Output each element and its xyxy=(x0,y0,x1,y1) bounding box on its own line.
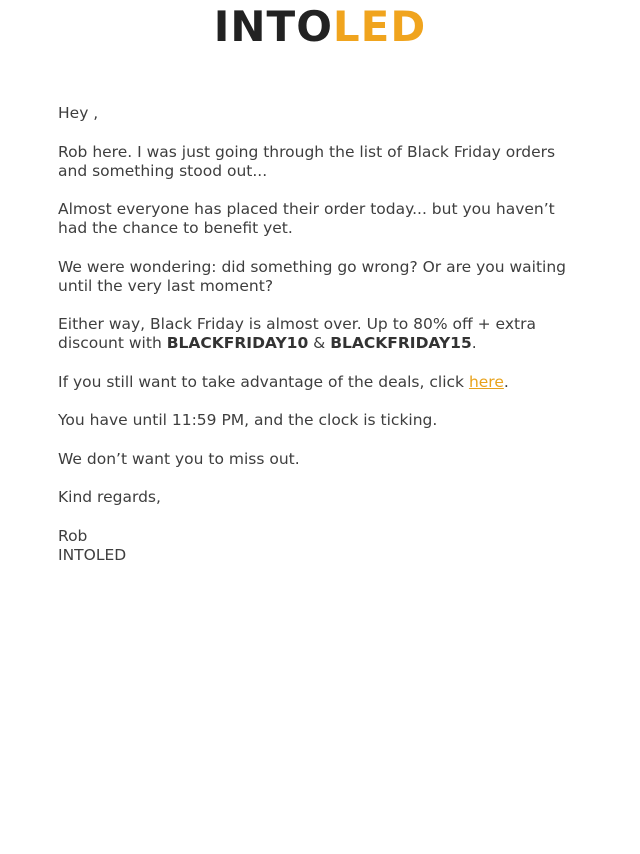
paragraph-orders: Almost everyone has placed their order today... but you haven’t had the chance to benefit yet. xyxy=(58,200,555,237)
signature-company: INTOLED xyxy=(58,545,127,564)
ampersand: & xyxy=(308,334,331,352)
discount-code-2: BLACKFRIDAY15 xyxy=(330,334,472,352)
paragraph-miss-out: We don’t want you to miss out. xyxy=(58,449,300,468)
paragraph-cta xyxy=(58,373,588,392)
cta-text: If you still want to take advantage of the deals, click xyxy=(58,372,469,391)
logo-text-into: INTO xyxy=(213,2,333,51)
paragraph-deadline: You have until 11:59 PM, and the clock is ticking. xyxy=(58,411,438,429)
here-link[interactable]: here xyxy=(468,372,504,391)
paragraph-discount xyxy=(58,315,588,353)
closing: Kind regards, xyxy=(58,488,161,506)
cta-end: . xyxy=(503,372,509,391)
logo-text-led: LED xyxy=(332,2,427,51)
signature-name: Rob xyxy=(58,526,88,545)
email-body xyxy=(58,104,588,584)
discount-end: . xyxy=(471,334,477,352)
paragraph-question: We were wondering: did something go wrong? Or are you waiting until the very last moment? xyxy=(58,257,567,295)
discount-code-1: BLACKFRIDAY10 xyxy=(166,334,309,352)
greeting: Hey , xyxy=(58,104,99,122)
signature xyxy=(58,527,588,565)
paragraph-intro: Rob here. I was just going through the list of Black Friday orders and something stood out... xyxy=(58,142,556,180)
discount-text: Either way, Black Friday is almost over. Up to 80% off + extra discount with xyxy=(58,315,536,352)
intoled-logo[interactable] xyxy=(0,2,640,51)
